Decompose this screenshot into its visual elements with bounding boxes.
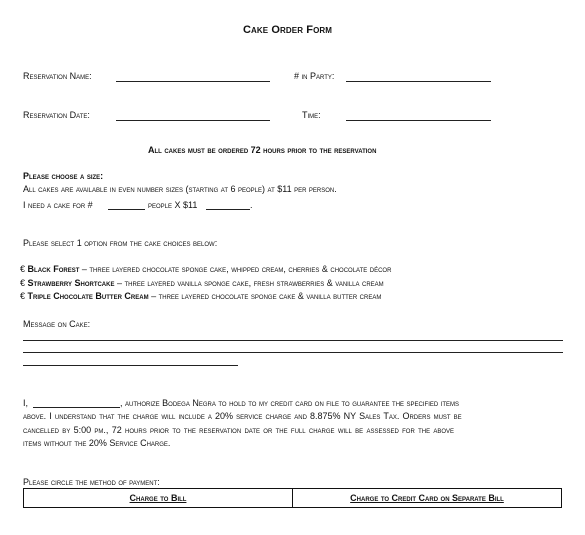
auth-line-3: cancelled by 5:00 pm., 72 hours prior to the reservation date or the full charge will be assessed for the above [23, 425, 455, 435]
auth-line-1: , authorize Bodega Negra to hold to my credit card on file to guarantee the specified items [120, 398, 460, 408]
size-request-prefix: I need a cake for # [23, 200, 93, 210]
message-line-2[interactable] [23, 352, 563, 353]
reservation-name-label: Reservation Name: [23, 71, 92, 81]
cake-option-black-forest[interactable] [20, 264, 391, 274]
auth-line-4: items without the 20% Service Charge. [23, 438, 171, 448]
in-party-field[interactable] [346, 81, 491, 82]
cake-option-strawberry-shortcake[interactable] [20, 278, 384, 288]
option-marker: € [20, 291, 26, 301]
message-line-3[interactable] [23, 365, 238, 366]
option-marker: € [20, 278, 26, 288]
size-info: All cakes are available in even number sizes (starting at 6 people) at $11 per person. [23, 184, 337, 194]
time-label: Time: [302, 110, 321, 120]
size-heading: Please choose a size: [23, 171, 104, 181]
options-intro: Please select 1 option from the cake choices below: [23, 238, 218, 248]
auth-line-2: above. I understand that the charge will include a 20% service charge and 8.875% NY Sales Tax. Orders must be [23, 411, 462, 421]
size-request-mid: people X $11 [148, 200, 198, 210]
option-marker: € [20, 264, 26, 274]
message-label: Message on Cake: [23, 319, 91, 329]
reservation-name-field[interactable] [116, 81, 270, 82]
page-title: Cake Order Form [243, 24, 333, 36]
total-price-field[interactable] [206, 209, 250, 210]
option-desc: – three layered vanilla sponge cake, fresh strawberries & vanilla cream [114, 278, 384, 288]
option-name: Triple Chocolate Butter Cream [27, 291, 149, 301]
signature-name-field[interactable] [33, 407, 120, 408]
message-line-1[interactable] [23, 340, 563, 341]
size-request-end: . [250, 200, 253, 210]
option-desc: – three layered chocolate sponge cake, whipped cream, cherries & chocolate décor [79, 264, 392, 274]
in-party-label: # in Party: [294, 71, 335, 81]
reservation-date-field[interactable] [116, 120, 270, 121]
time-field[interactable] [346, 120, 491, 121]
order-notice: All cakes must be ordered 72 hours prior to the reservation [148, 145, 377, 155]
option-desc: – three layered chocolate sponge cake & vanilla butter cream [148, 291, 382, 301]
payment-option-credit-card[interactable]: Charge to Credit Card on Separate Bill [292, 489, 561, 507]
reservation-date-label: Reservation Date: [23, 110, 90, 120]
auth-start: I, [23, 398, 29, 408]
payment-method-table [23, 488, 562, 508]
cake-option-triple-chocolate[interactable] [20, 291, 381, 301]
payment-option-charge-to-bill[interactable]: Charge to Bill [129, 493, 187, 503]
payment-label: Please circle the method of payment: [23, 477, 160, 487]
option-name: Strawberry Shortcake [27, 278, 115, 288]
people-count-field[interactable] [108, 209, 145, 210]
option-name: Black Forest [27, 264, 80, 274]
